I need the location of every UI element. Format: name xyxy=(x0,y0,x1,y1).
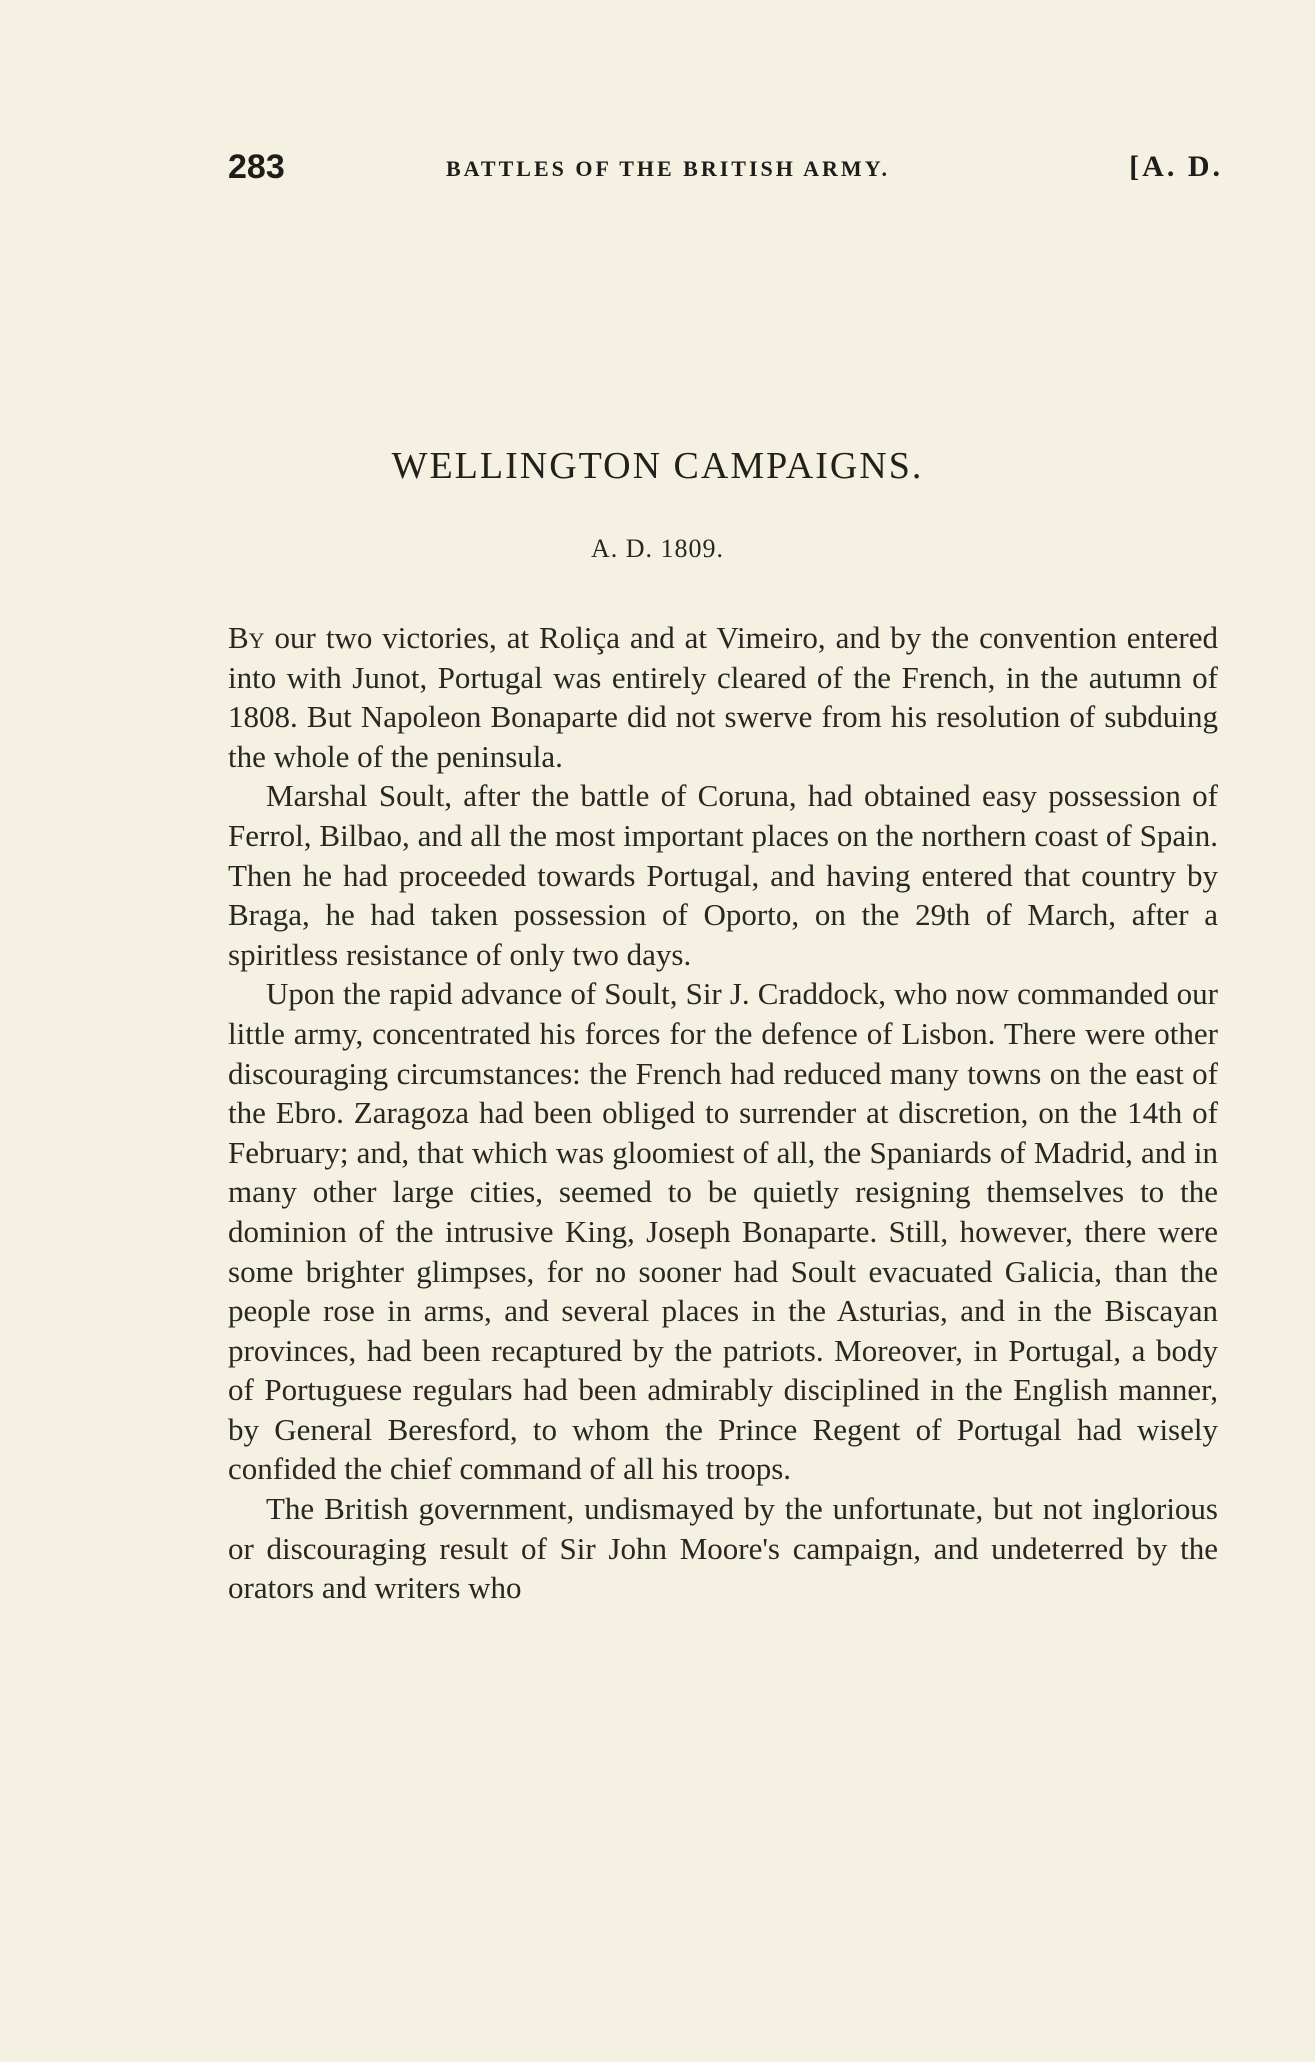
paragraph-4-text: The British government, undismayed by the unfortunate, but not inglorious or discouraging result of Sir John Moore's campaign, and undeterred by the orators and writers who xyxy=(228,1491,1218,1606)
paragraph-2 xyxy=(228,776,1218,974)
running-head xyxy=(228,148,1223,188)
paragraph-2-text: Marshal Soult, after the battle of Coruna, had obtained easy possession of Ferrol, Bilbao, and all the most important places on the northern coast of Spain. Then he had proceeded towards Portugal, and having entered that country by Braga, he had taken possession of Oporto, on the 29th of March, after a spiritless resistance of only two days. xyxy=(228,778,1218,972)
body-text xyxy=(228,618,1218,1608)
running-era: [A. D. xyxy=(1129,150,1223,183)
paragraph-3 xyxy=(228,974,1218,1489)
page-number: 283 xyxy=(228,148,285,186)
paragraph-4 xyxy=(228,1489,1218,1608)
paragraph-1-text: our two victories, at Roliça and at Vimeiro, and by the convention entered into with Junot, Portugal was entirely cleared of the French, in the autumn of 1808. But Napoleon Bonaparte did not swerve from his resolution of subduing the whole of the peninsula. xyxy=(228,620,1218,774)
paragraph-1-lead: By xyxy=(228,620,265,655)
chapter-date: A. D. 1809. xyxy=(590,534,725,563)
paragraph-1 xyxy=(228,618,1218,776)
chapter-title: WELLINGTON CAMPAIGNS. xyxy=(391,445,924,487)
running-title: BATTLES OF THE BRITISH ARMY. xyxy=(446,156,891,181)
paragraph-3-text: Upon the rapid advance of Soult, Sir J. Craddock, who now commanded our little army, concentrated his forces for the defence of Lisbon. There were other discouraging circumstances: the French had reduced many towns on the east of the Ebro. Zaragoza had been obliged to surrender at discretion, on the 14th of February; and, that which was gloomiest of all, the Spaniards of Madrid, and in many other large cities, seemed to be quietly resigning themselves to the dominion of the intrusive King, Joseph Bonaparte. Still, however, there were some brighter glimpses, for no sooner had Soult evacuated Galicia, than the people rose in arms, and several places in the Asturias, and in the Biscayan provinces, had been recaptured by the patriots. Moreover, in Portugal, a body of Portuguese regulars had been admirably disciplined in the English manner, by General Beresford, to whom the Prince Regent of Portugal had wisely confided the chief command of all his troops. xyxy=(228,976,1218,1487)
